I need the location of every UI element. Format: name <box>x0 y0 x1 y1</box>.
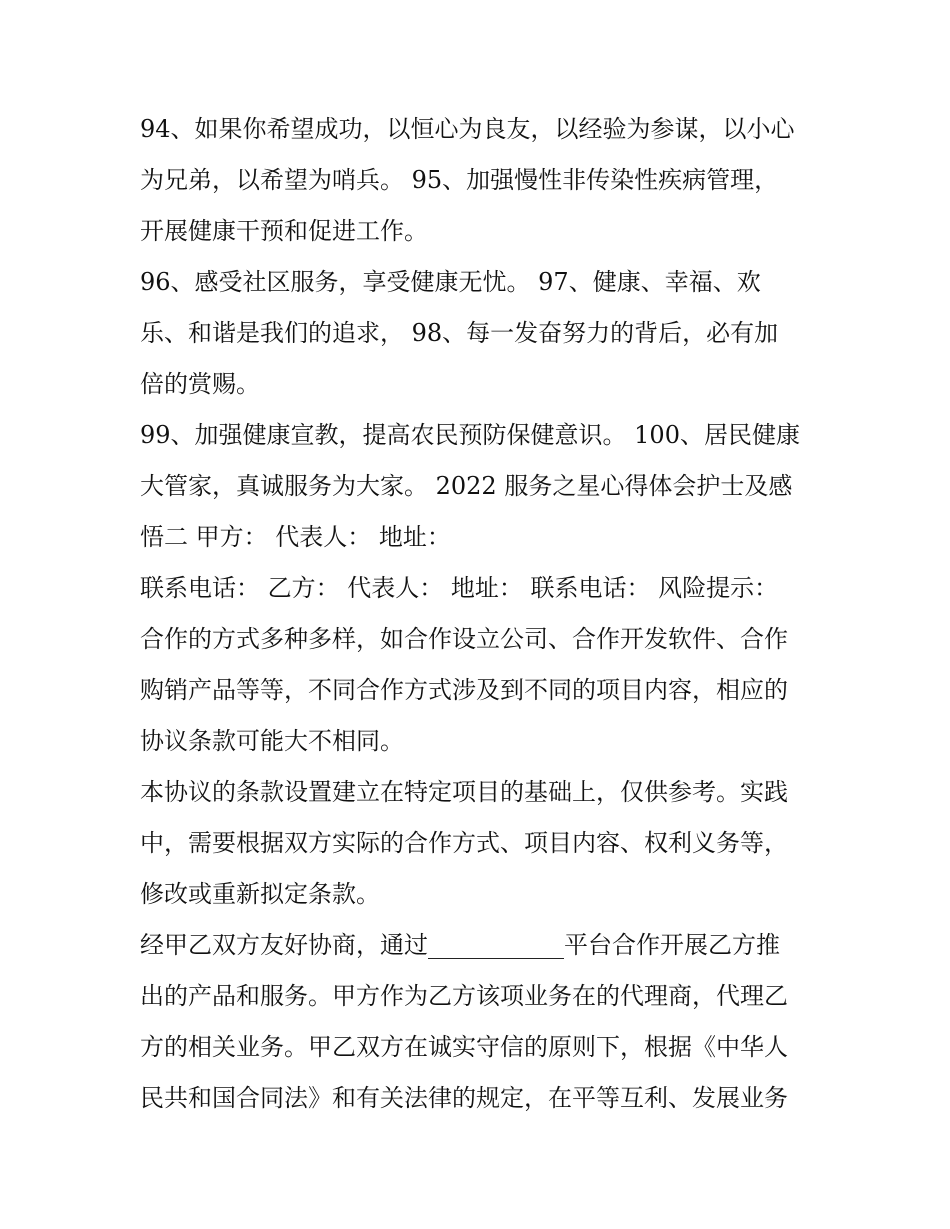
text-line: 联系电话： 乙方： 代表人： 地址： 联系电话： 风险提示： <box>140 574 779 602</box>
text-line: 开展健康干预和促进工作。 <box>140 217 428 245</box>
text-line: 99、加强健康宣教，提高农民预防保健意识。 100、居民健康 <box>140 421 800 449</box>
fill-in-blank <box>428 936 564 959</box>
text-line: 大管家，真诚服务为大家。 2022 服务之星心得体会护士及感 <box>140 472 793 500</box>
text-line-before-blank: 经甲乙双方友好协商，通过 <box>140 931 428 959</box>
text-line: 本协议的条款设置建立在特定项目的基础上，仅供参考。实践 <box>140 778 788 806</box>
text-line: 悟二 甲方： 代表人： 地址： <box>140 523 451 551</box>
text-line: 为兄弟，以希望为哨兵。 95、加强慢性非传染性疾病管理， <box>140 166 779 194</box>
text-line: 中，需要根据双方实际的合作方式、项目内容、权利义务等， <box>140 829 788 857</box>
text-line: 方的相关业务。甲乙双方在诚实守信的原则下，根据《中华人 <box>140 1033 788 1061</box>
text-line: 出的产品和服务。甲方作为乙方该项业务在的代理商，代理乙 <box>140 982 788 1010</box>
text-line: 合作的方式多种多样，如合作设立公司、合作开发软件、合作 <box>140 625 788 653</box>
text-line: 倍的赏赐。 <box>140 370 260 398</box>
text-line-with-blank <box>140 920 830 971</box>
text-line: 修改或重新拟定条款。 <box>140 880 380 908</box>
text-line: 96、感受社区服务，享受健康无忧。 97、健康、幸福、欢 <box>140 268 761 296</box>
text-line: 94、如果你希望成功，以恒心为良友，以经验为参谋，以小心 <box>140 115 795 143</box>
text-line: 协议条款可能大不相同。 <box>140 727 404 755</box>
text-line: 乐、和谐是我们的追求， 98、每一发奋努力的背后，必有加 <box>140 319 779 347</box>
text-line: 购销产品等等，不同合作方式涉及到不同的项目内容，相应的 <box>140 676 788 704</box>
document-body <box>140 104 830 1124</box>
text-line: 民共和国合同法》和有关法律的规定，在平等互利、发展业务 <box>140 1084 788 1112</box>
text-line-after-blank: 平台合作开展乙方推 <box>564 931 780 959</box>
